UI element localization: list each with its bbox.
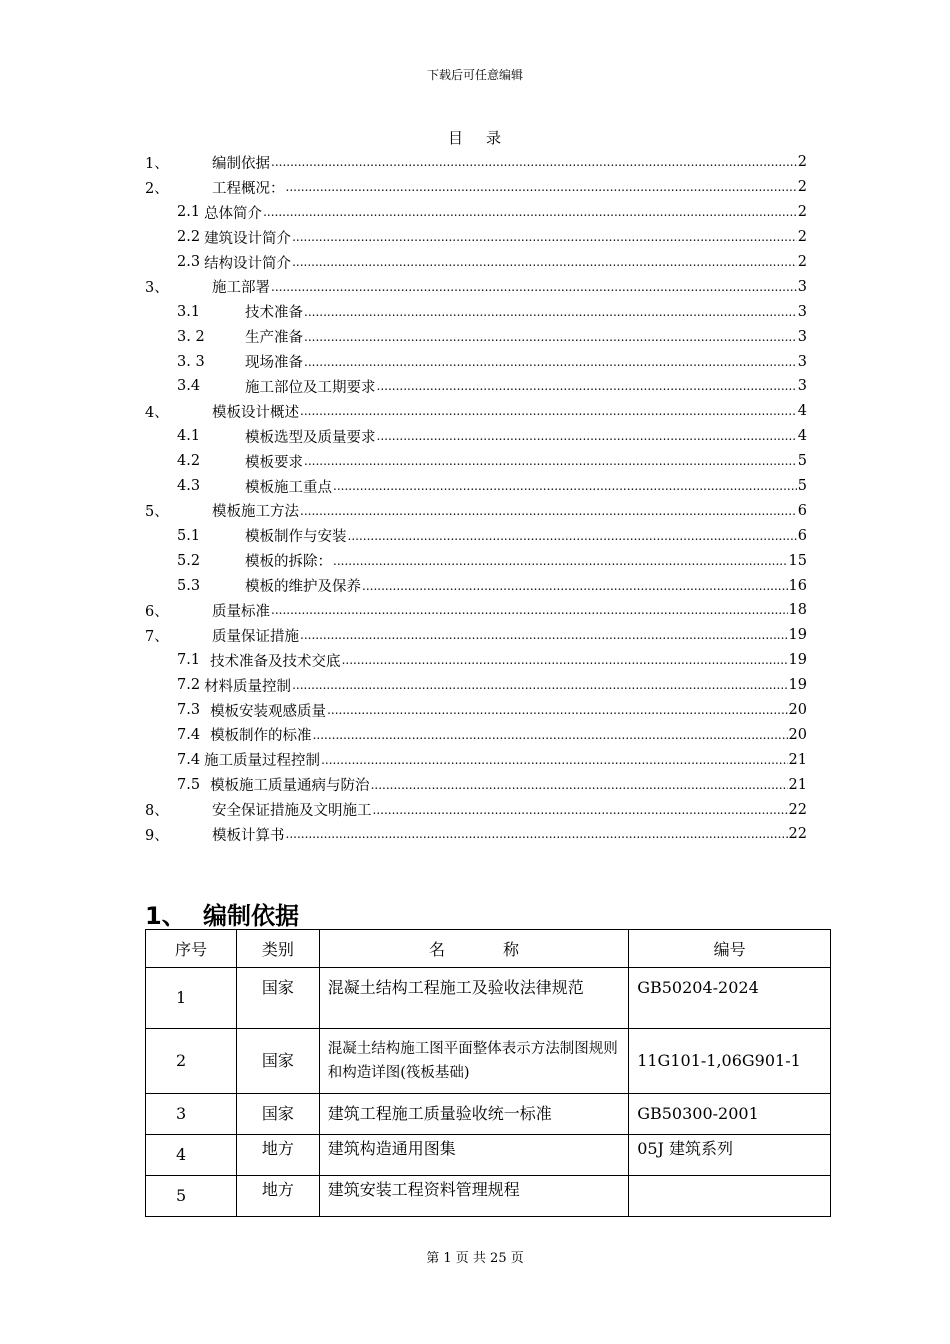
toc-entry-page: 4 bbox=[797, 403, 807, 420]
toc-entry-page: 19 bbox=[788, 627, 807, 644]
toc-entry-page: 2 bbox=[797, 204, 807, 221]
toc-entry-number: 7.1 bbox=[177, 652, 201, 669]
toc-entry-label: 模板施工方法 bbox=[212, 504, 299, 521]
toc-entry[interactable] bbox=[145, 474, 807, 499]
table-of-contents bbox=[145, 150, 807, 847]
toc-entry-number: 5、 bbox=[145, 504, 169, 521]
toc-entry-page: 2 bbox=[797, 179, 807, 196]
toc-entry[interactable] bbox=[145, 424, 807, 449]
toc-title bbox=[0, 127, 950, 148]
toc-entry[interactable] bbox=[145, 523, 807, 548]
toc-entry-page: 3 bbox=[797, 278, 807, 295]
toc-entry-page: 3 bbox=[797, 378, 807, 395]
toc-entry-number: 2.3 bbox=[177, 254, 201, 270]
cell-category: 地方 bbox=[236, 1176, 319, 1217]
toc-entry[interactable] bbox=[145, 698, 807, 723]
toc-entry-label: 质量标准 bbox=[212, 603, 270, 620]
toc-entry-label: 生产准备 bbox=[245, 330, 303, 347]
toc-entry-number: 3. 3 bbox=[177, 353, 205, 370]
toc-entry[interactable] bbox=[145, 772, 807, 797]
cell-name: 混凝土结构工程施工及验收法律规范 bbox=[319, 968, 628, 1029]
toc-entry-label: 模板设计概述 bbox=[212, 404, 299, 421]
toc-entry[interactable] bbox=[145, 225, 807, 250]
toc-entry[interactable] bbox=[145, 374, 807, 399]
cell-seq: 1 bbox=[146, 968, 237, 1029]
toc-entry[interactable] bbox=[145, 548, 807, 573]
cell-seq: 2 bbox=[146, 1029, 237, 1094]
toc-entry-page: 20 bbox=[788, 726, 807, 743]
toc-entry[interactable] bbox=[145, 200, 807, 225]
toc-entry-page: 2 bbox=[797, 229, 807, 246]
toc-entry-page: 19 bbox=[788, 677, 807, 694]
cell-name: 建筑工程施工质量验收统一标准 bbox=[319, 1094, 628, 1135]
header-seq: 序号 bbox=[146, 930, 237, 968]
toc-entry-number: 5.1 bbox=[177, 527, 201, 544]
toc-entry-label: 总体简介 bbox=[204, 205, 263, 222]
toc-entry-label: 模板计算书 bbox=[212, 827, 285, 844]
toc-entry-number: 2、 bbox=[145, 180, 169, 197]
toc-entry-number: 4.3 bbox=[177, 478, 201, 495]
toc-entry-label: 施工部位及工期要求 bbox=[245, 379, 376, 396]
toc-entry[interactable] bbox=[145, 822, 807, 847]
toc-title-char-a: 目 bbox=[447, 129, 464, 147]
toc-entry-page: 6 bbox=[797, 527, 807, 544]
toc-entry-label: 编制依据 bbox=[212, 155, 270, 172]
toc-entry-number: 5.3 bbox=[177, 577, 201, 594]
toc-entry-number: 3. 2 bbox=[177, 328, 205, 345]
toc-entry[interactable] bbox=[145, 250, 807, 275]
toc-entry-number: 7.3 bbox=[177, 702, 201, 719]
toc-entry-page: 5 bbox=[797, 478, 807, 495]
toc-entry[interactable] bbox=[145, 747, 807, 772]
toc-entry[interactable] bbox=[145, 175, 807, 200]
toc-entry-label: 模板制作的标准 bbox=[210, 728, 312, 745]
toc-entry[interactable] bbox=[145, 623, 807, 648]
toc-entry-number: 8、 bbox=[145, 803, 169, 820]
cell-category: 国家 bbox=[236, 1029, 319, 1094]
toc-entry[interactable] bbox=[145, 573, 807, 598]
toc-entry-number: 7、 bbox=[145, 628, 169, 645]
table-row bbox=[146, 968, 831, 1029]
toc-entry-label: 结构设计简介 bbox=[204, 255, 292, 272]
toc-entry-page: 2 bbox=[797, 254, 807, 270]
toc-entry-number: 3.4 bbox=[177, 378, 201, 395]
basis-table bbox=[145, 929, 831, 1217]
cell-name: 建筑安装工程资料管理规程 bbox=[319, 1176, 628, 1217]
cell-seq: 5 bbox=[146, 1176, 237, 1217]
toc-entry-page: 22 bbox=[788, 826, 807, 843]
toc-entry-number: 1、 bbox=[145, 155, 169, 172]
toc-entry[interactable] bbox=[145, 449, 807, 474]
toc-entry-page: 20 bbox=[788, 702, 807, 719]
toc-entry[interactable] bbox=[145, 349, 807, 374]
toc-entry-label: 质量保证措施 bbox=[212, 628, 299, 645]
toc-entry-page: 15 bbox=[788, 552, 807, 569]
toc-entry[interactable] bbox=[145, 150, 807, 175]
toc-entry-label: 模板的维护及保养 bbox=[245, 579, 361, 596]
toc-entry[interactable] bbox=[145, 274, 807, 299]
toc-title-char-b: 录 bbox=[486, 129, 503, 147]
toc-entry-number: 5.2 bbox=[177, 552, 201, 569]
toc-entry-page: 19 bbox=[788, 652, 807, 669]
toc-entry-label: 施工部署 bbox=[212, 280, 270, 297]
toc-entry-number: 7.4 bbox=[177, 751, 201, 768]
toc-entry-label: 施工质量过程控制 bbox=[204, 753, 321, 770]
cell-name: 混凝土结构施工图平面整体表示方法制图规则和构造详图(筏板基础) bbox=[319, 1029, 628, 1094]
page-footer: 第 1 页 共 25 页 bbox=[426, 1251, 524, 1266]
toc-entry-label: 模板的拆除： bbox=[245, 554, 332, 571]
toc-entry[interactable] bbox=[145, 797, 807, 822]
cell-code: 11G101-1,06G901-1 bbox=[629, 1029, 831, 1094]
toc-entry-label: 模板要求 bbox=[245, 454, 303, 471]
cell-seq: 4 bbox=[146, 1135, 237, 1176]
toc-entry-label: 模板施工重点 bbox=[245, 479, 332, 496]
toc-entry[interactable] bbox=[145, 598, 807, 623]
table-row bbox=[146, 1094, 831, 1135]
toc-entry-label: 材料质量控制 bbox=[204, 678, 292, 695]
cell-category: 国家 bbox=[236, 968, 319, 1029]
header-code: 编号 bbox=[629, 930, 831, 968]
section-heading bbox=[145, 896, 299, 931]
header-name-char-a: 名 bbox=[428, 940, 445, 959]
cell-code bbox=[629, 1176, 831, 1217]
toc-entry-page: 21 bbox=[788, 776, 807, 793]
toc-entry-page: 16 bbox=[788, 577, 807, 594]
header-note: 下载后可任意编辑 bbox=[426, 68, 523, 82]
table-row bbox=[146, 1176, 831, 1217]
table-header-row bbox=[146, 930, 831, 968]
toc-entry[interactable] bbox=[145, 324, 807, 349]
toc-entry-number: 7.5 bbox=[177, 776, 201, 793]
toc-entry-label: 模板安装观感质量 bbox=[210, 703, 327, 720]
toc-entry[interactable] bbox=[145, 498, 807, 523]
toc-entry[interactable] bbox=[145, 673, 807, 698]
table-row bbox=[146, 1135, 831, 1176]
toc-entry[interactable] bbox=[145, 722, 807, 747]
toc-entry-page: 2 bbox=[797, 154, 807, 171]
toc-entry-page: 4 bbox=[797, 428, 807, 445]
toc-entry-label: 技术准备 bbox=[245, 305, 303, 322]
toc-entry-page: 3 bbox=[797, 353, 807, 370]
toc-entry-page: 6 bbox=[797, 502, 807, 519]
toc-entry-number: 3、 bbox=[145, 280, 169, 297]
toc-entry-number: 3.1 bbox=[177, 303, 201, 320]
toc-entry-page: 21 bbox=[788, 751, 807, 768]
toc-entry[interactable] bbox=[145, 299, 807, 324]
table-row bbox=[146, 1029, 831, 1094]
toc-entry-number: 9、 bbox=[145, 827, 169, 844]
section-title: 编制依据 bbox=[203, 902, 299, 930]
toc-entry-number: 4、 bbox=[145, 404, 169, 421]
toc-entry-label: 模板制作与安装 bbox=[245, 529, 347, 546]
toc-entry-number: 7.2 bbox=[177, 677, 201, 694]
toc-entry-page: 5 bbox=[797, 453, 807, 470]
toc-entry-label: 安全保证措施及文明施工 bbox=[212, 803, 372, 820]
toc-entry[interactable] bbox=[145, 399, 807, 424]
toc-entry-label: 建筑设计简介 bbox=[204, 230, 292, 247]
toc-entry-label: 模板选型及质量要求 bbox=[245, 429, 376, 446]
toc-entry-label: 现场准备 bbox=[245, 355, 303, 372]
header-name bbox=[319, 930, 628, 968]
toc-entry-number: 4.2 bbox=[177, 453, 201, 470]
cell-category: 地方 bbox=[236, 1135, 319, 1176]
toc-entry-number: 2.2 bbox=[177, 229, 201, 246]
toc-entry-number: 6、 bbox=[145, 603, 169, 620]
toc-entry-page: 3 bbox=[797, 303, 807, 320]
toc-entry-page: 18 bbox=[788, 602, 807, 619]
cell-code: GB50204-2024 bbox=[629, 968, 831, 1029]
toc-entry-number: 2.1 bbox=[177, 204, 201, 221]
header-category: 类别 bbox=[236, 930, 319, 968]
cell-seq: 3 bbox=[146, 1094, 237, 1135]
section-number: 1、 bbox=[145, 902, 186, 930]
toc-entry-label: 工程概况： bbox=[212, 180, 285, 197]
toc-entry-page: 3 bbox=[797, 328, 807, 345]
toc-entry-page: 22 bbox=[788, 801, 807, 818]
cell-name: 建筑构造通用图集 bbox=[319, 1135, 628, 1176]
toc-entry-number: 4.1 bbox=[177, 428, 201, 445]
toc-entry-label: 模板施工质量通病与防治 bbox=[210, 778, 370, 795]
toc-entry-label: 技术准备及技术交底 bbox=[210, 653, 341, 670]
toc-entry[interactable] bbox=[145, 648, 807, 673]
cell-code: GB50300-2001 bbox=[629, 1094, 831, 1135]
header-name-char-b: 称 bbox=[502, 940, 519, 959]
cell-code: 05J 建筑系列 bbox=[629, 1135, 831, 1176]
toc-entry-number: 7.4 bbox=[177, 726, 201, 743]
cell-category: 国家 bbox=[236, 1094, 319, 1135]
